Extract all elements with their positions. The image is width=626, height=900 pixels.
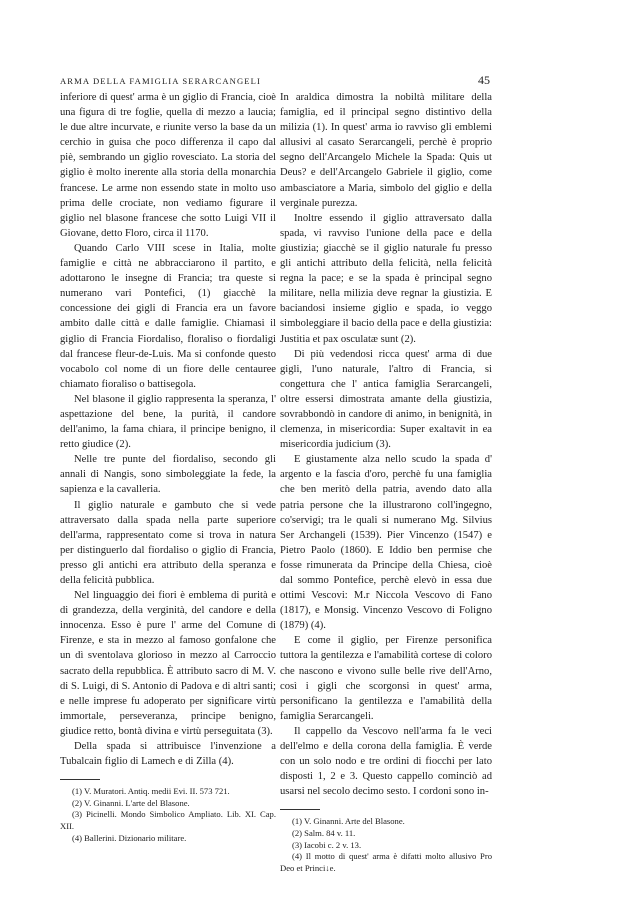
paragraph: Il giglio naturale e gambuto che si vede attraversato dalla spada nella parte superiore dell'arma, rappresentato come si trova in natura per distinguerlo dal fiordaliso o giglio di Francia, presso gli antichi era attributo della speranza e della felicità pubblica. [60, 499, 276, 586]
paragraph: In araldica dimostra la nobiltà militare della famiglia, ed il principal segno distintivo della milizia (1). In quest' arma io ravviso gli emblemi allusivi al casato Serarcangeli, perchè è proprio segno dell'Arcangelo Michele la Spada: Quis ut Deus? e dell'Arcangelo Gabriele il giglio, come ambasciatore a Maria, simbolo del giglio e della verginale purezza. [280, 92, 492, 209]
paragraph: E come il giglio, per Firenze personifica tuttora la gentilezza e l'amabilità cortese di coloro che nascono e vivono sulle belle rive dell'Arno, così i gigli che scorgonsi in quest' arma, personificano la gentilezza e l'amabilità della famiglia Serarcangeli. [280, 635, 492, 722]
paragraph: Il cappello da Vescovo nell'arma fa le veci dell'elmo e della corona della famiglia. È verde con un solo nodo e tre ordini di fiocchi per lato disposti 1, 2 e 3. Questo cappello cominciò ad usarsi nel secolo decimo sesto. I cordoni sono in- [280, 725, 492, 798]
footnote: (3) Picinelli. Mondo Simbolico Ampliato. Lib. XI. Cap. XII. [60, 809, 276, 831]
footnote-divider [280, 809, 320, 810]
paragraph: E giustamente alza nello scudo la spada d' argento e la fascia d'oro, perchè fu una famiglia che ben meritò della patria, avendo dato alla patria persone che la illustrarono coll'ingegno, co'servigi; tra le quali si numerano Mg. Silvius Ser Archangeli (1539). Pier Vincenzo (1547) e Pietro Paolo (1860). E Iddio ben permise che fosse rimunerata da Principe della Chiesa, cioè dal sommo Pontefice, perchè elevò in essa due ottimi Vescovi: M.r Niccola Vescovo di Fano (1817), e Monsig. Vincenzo Vescovo di Foligno (1879) (4). [280, 454, 492, 632]
footnotes-left [60, 786, 276, 844]
footnote: (3) Iacobi c. 2 v. 13. [292, 839, 362, 850]
right-column [280, 90, 492, 874]
footnote-divider [60, 779, 100, 780]
paragraph: inferiore di quest' arma è un giglio di Francia, cioè una figura di tre foglie, quella di mezzo a laucia; le due altre incurvate, e riunite verso la base da un cerchio in guisa che poco differenza il capo dal piè, sembrando un giglio rovesciato. La storia del giglio è molto inerente alla storia della monarchia francese. Le arme non essendo state in molto uso prima delle crociate, non vediamo figurare il giglio nel blasone francese che sotto Luigi VII il Giovane, detto Floro, circa il 1170. [60, 92, 276, 239]
footnote: (1) V. Muratori. Antiq. medii Evi. II. 573 721. [72, 786, 230, 797]
page-number: 45 [478, 73, 490, 87]
paragraph: Quando Carlo VIII scese in Italia, molte famiglie e città ne abbracciarono il partito, e adottarono le insegne di Francia; tra queste si numerano vari Pontefici, (1) giacchè la concessione dei gigli di Francia era un favore ambito dalle città e dalle famiglie. Chiamasi il giglio di Francia Fiordaliso, floraliso o fiordaligi dal francese fleur-de-Luis. Ma si confonde questo vocabolo col nome di un fiore delle centauree chiamato fioraliso o battisegola. [60, 242, 276, 390]
page-title: ARMA DELLA FAMIGLIA SERARCANGELI [60, 76, 261, 86]
paragraph: Nel blasone il giglio rappresenta la speranza, l' aspettazione del bene, la purità, il candore dell'animo, la fama chiara, il principe benigno, il retto giudice (2). [60, 393, 276, 451]
footnote: (4) Ballerini. Dizionario militare. [72, 832, 187, 843]
footnote: (4) Il motto di quest' arma è difatti molto allusivo Pro Deo et Princi↓e. [280, 851, 492, 873]
footnotes-right [280, 816, 492, 874]
paragraph: Di più vedendosi ricca quest' arma di due gigli, l'uno naturale, l'altro di Francia, si congettura che l' antica famiglia Serarcangeli, oltre essersi dimostrata amante della giustizia, sovrabbondò in candore di animo, in benignità, in clemenza, in misericordia: Super exaltavit in ea misericordia judicium (3). [280, 348, 492, 451]
left-column [60, 90, 276, 844]
footnote: (2) Salm. 84 v. 11. [292, 828, 356, 838]
paragraph: Inoltre essendo il giglio attraversato dalla spada, vi ravviso l'unione della pace e della giustizia; giacchè se il giglio naturale fu presso gli antichi attributo della felicità, nella felicità regna la pace; e se la spada è principal segno militare, nella milizia deve regnar la giustizia. E baciandosi insieme giglio e spada, io veggo simboleggiare il bacio della pace e della giustizia: Justitia et pax osculatæ sunt (2). [280, 212, 492, 345]
paragraph: Nel linguaggio dei fiori è emblema di purità e di grandezza, della verginità, del candore e della innocenza. Esso è pure l' arme del Comune di Firenze, e sta in mezzo al famoso gonfalone che un dì sventolava glorioso in mezzo al Carroccio sacrato della repubblica. È attributo sacro di M. V. di S. Luigi, di S. Antonio di Padova e di altri santi; e nelle imprese fu adoperato per significare virtù immortale, perseveranza, principe benigno, giudice retto, bontà divina e virtù perseguitata (3). [60, 590, 276, 737]
running-header [60, 73, 490, 88]
paragraph: Nelle tre punte del fiordaliso, secondo gli annali di Nangis, sono simboleggiate la fede, la sapienza e la cavalleria. [60, 454, 276, 496]
footnote: (2) V. Ginanni. L'arte del Blasone. [72, 797, 190, 808]
footnote: (1) V. Ginanni. Arte del Blasone. [292, 816, 405, 827]
paragraph: Della spada si attribuisce l'invenzione a Tubalcain figlio di Lamech e di Zilla (4). [60, 741, 276, 768]
